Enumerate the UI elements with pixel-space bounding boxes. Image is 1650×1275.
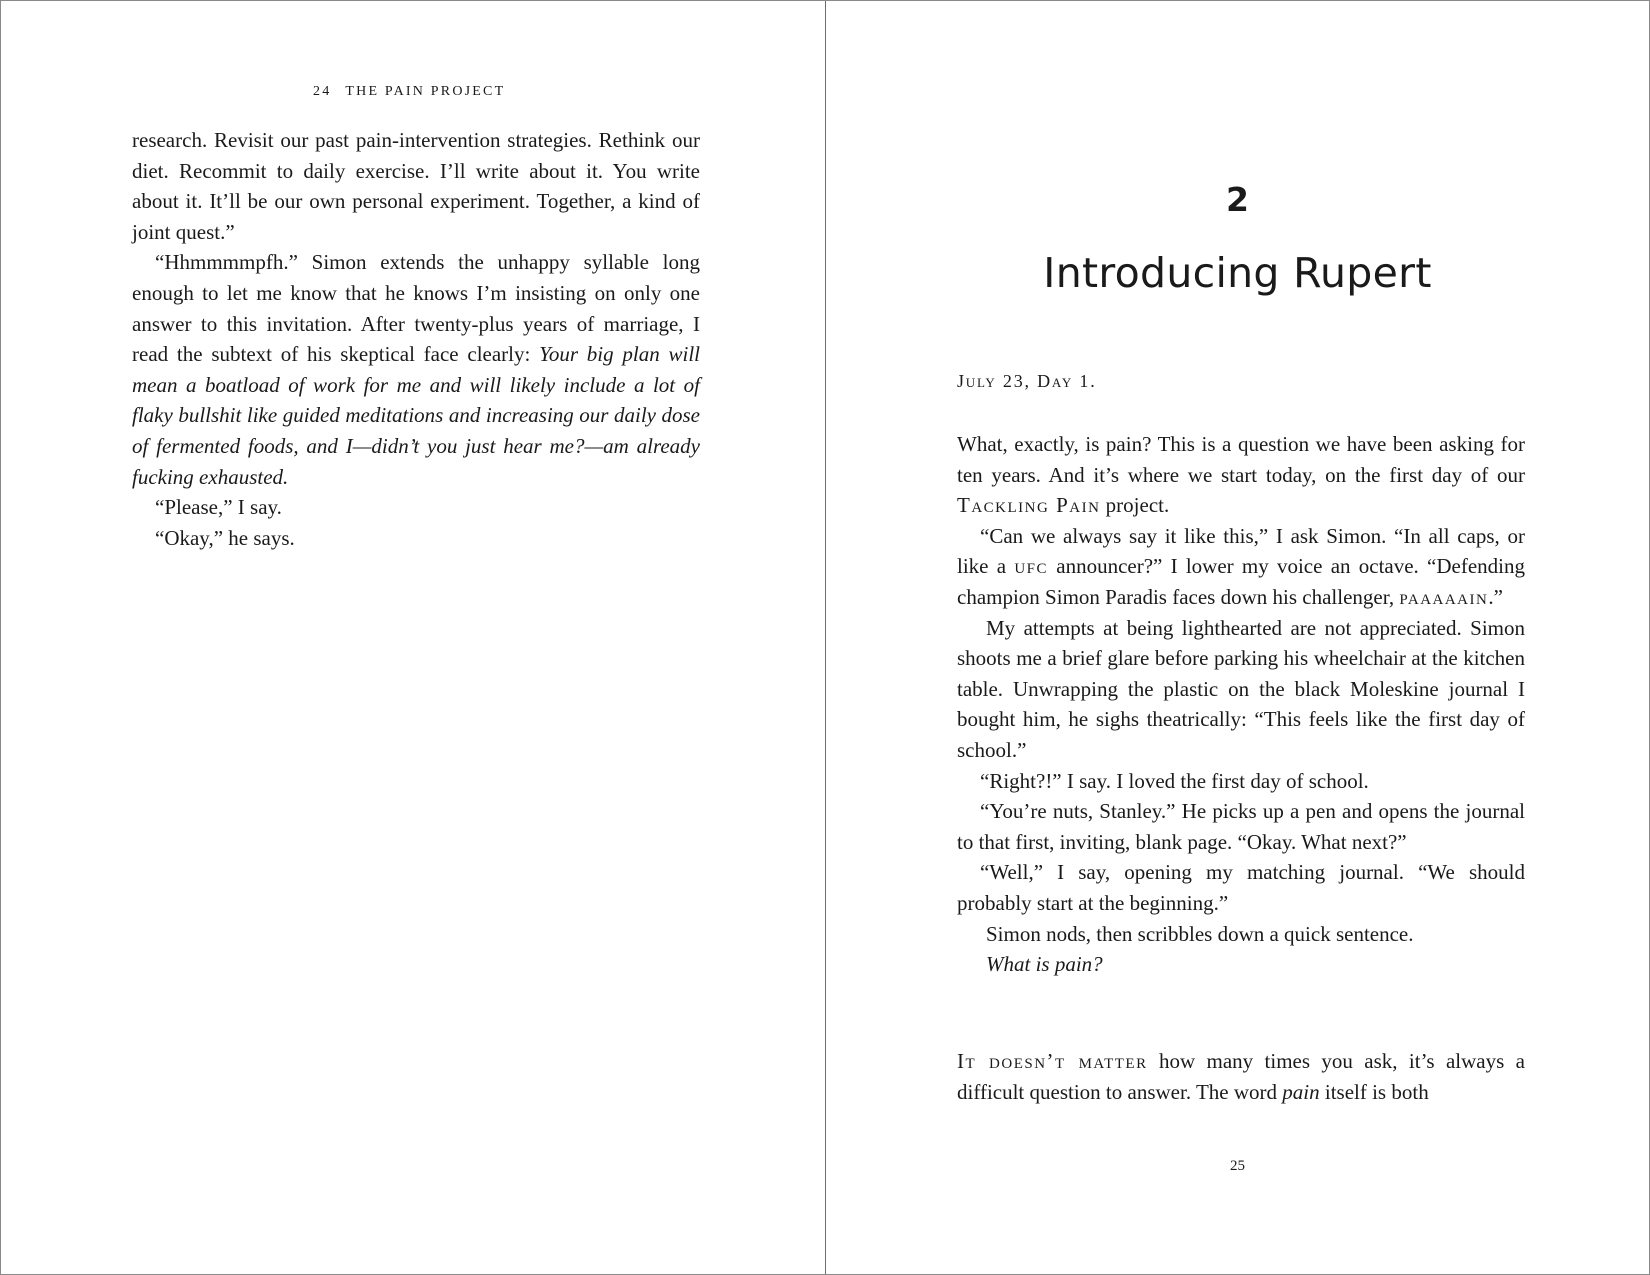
chapter-number: 2 — [1226, 180, 1249, 219]
small-caps-text: ufc — [1014, 554, 1048, 579]
paragraph — [957, 1046, 1525, 1107]
right-page — [826, 1, 1649, 1274]
italic-paragraph: What is pain? — [986, 952, 1103, 977]
left-page-number: 24 — [313, 84, 332, 99]
paragraph: “Please,” I say. — [155, 495, 282, 520]
running-head — [313, 84, 505, 100]
right-page-number: 25 — [1230, 1158, 1245, 1174]
chapter-title: Introducing Rupert — [1043, 249, 1432, 297]
paragraph — [957, 429, 1525, 521]
paragraph: research. Revisit our past pain-intervention strategies. Rethink our diet. Recommit to daily exercise. I’ll write about it. You write about it. It’ll be our own personal experiment. Together, a kind of joint quest.” — [132, 128, 700, 244]
paragraph: Simon nods, then scribbles down a quick sentence. — [986, 921, 1414, 946]
paragraph-text: itself is both — [1324, 1079, 1429, 1104]
paragraph: My attempts at being lighthearted are not appreciated. Simon shoots me a brief glare before parking his wheelchair at the kitchen table. Unwrapping the plastic on the black Moleskine journal I bought him, he sighs theatrically: “This feels like the first day of school.” — [957, 615, 1525, 762]
paragraph-text: project. — [1105, 493, 1170, 518]
paragraph: “You’re nuts, Stanley.” He picks up a pen and opens the journal to that first, inviting, blank page. “Okay. What next?” — [957, 799, 1525, 854]
paragraph-text: “Can we always say it like this,” I ask Simon. “In all caps, or like a — [957, 523, 1525, 579]
book-title-running-head: THE PAIN PROJECT — [345, 84, 506, 99]
right-body-text — [957, 429, 1525, 980]
paragraph: “Okay,” he says. — [155, 525, 295, 550]
paragraph — [132, 247, 700, 492]
small-caps-text: It doesn’t matter — [957, 1049, 1148, 1073]
left-page — [1, 1, 825, 1274]
paragraph: “Right?!” I say. I loved the first day of school. — [980, 768, 1369, 793]
small-caps-text: paaaaain — [1399, 584, 1489, 609]
paragraph-text: What, exactly, is pain? This is a question we have been asking for ten years. And it’s where we start today, on the first day of our — [957, 432, 1525, 487]
right-body-text-section-break — [957, 1046, 1525, 1107]
paragraph: “Well,” I say, opening my matching journal. “We should probably start at the beginning.” — [957, 860, 1525, 915]
italic-word: pain — [1282, 1079, 1320, 1104]
paragraph — [957, 521, 1525, 613]
paragraph-text: announcer?” I lower my voice an octave. “Defending champion Simon Paradis faces down his challenger, — [957, 554, 1526, 609]
paragraph-text: “Hhmmmmpfh.” Simon extends the unhappy syllable long enough to let me know that he knows I’m insisting on only one answer to this invitation. After twenty-plus years of marriage, I read the subtext of his skeptical face clearly: — [132, 250, 700, 367]
dateline: July 23, Day 1. — [957, 371, 1097, 391]
paragraph-text: .” — [1488, 584, 1503, 609]
small-caps-text: Tackling Pain — [957, 493, 1101, 518]
left-body-text — [132, 125, 700, 553]
paragraph-text: how many times you ask, it’s always a difficult question to answer. The word — [957, 1049, 1525, 1104]
italic-subtext: Your big plan will mean a boatload of work for me and will likely include a lot of flaky bullshit like guided meditations and increasing our daily dose of fermented foods, and I—didn’t you just hear me?—am already fucking exhausted. — [132, 342, 700, 489]
